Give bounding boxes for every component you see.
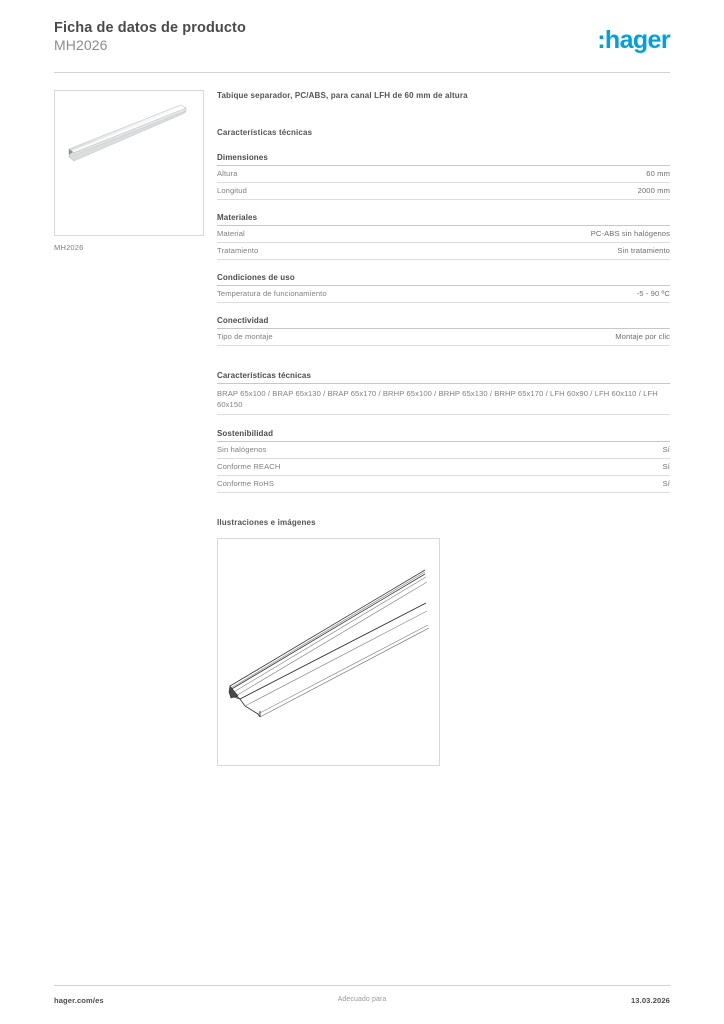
header-divider <box>54 72 670 73</box>
table-row <box>217 286 670 303</box>
spec-label: Conforme REACH <box>217 462 281 471</box>
spec-group-title: Dimensiones <box>217 153 670 166</box>
spec-value: PC-ABS sin halógenos <box>590 229 670 238</box>
spec-label: Sin halógenos <box>217 445 267 454</box>
spec-group-materiales <box>217 213 670 260</box>
spec-group-condiciones-de-uso <box>217 273 670 303</box>
technical-drawing <box>217 538 440 766</box>
footer-divider <box>54 985 670 986</box>
hager-logo: :hager <box>597 26 670 54</box>
spec-label: Tipo de montaje <box>217 332 273 341</box>
compatibility-list: BRAP 65x100 / BRAP 65x130 / BRAP 65x170 / BRHP 65x100 / BRHP 65x130 / BRHP 65x170 / LFH 60x90 / LFH 60x110 / LFH 60x150 <box>217 384 670 415</box>
thumbnail-caption: MH2026 <box>54 243 84 252</box>
spec-value: -5 - 90 ºC <box>636 289 670 298</box>
product-description: Tabique separador, PC/ABS, para canal LFH de 60 mm de altura <box>217 91 468 100</box>
title-block <box>54 20 246 54</box>
spec-value: Sin tratamiento <box>617 246 670 255</box>
table-row <box>217 459 670 476</box>
spec-group-compatibilidad <box>217 371 670 415</box>
product-thumbnail-block <box>54 90 206 252</box>
spec-group-sostenibilidad <box>217 429 670 493</box>
table-row <box>217 329 670 346</box>
footer-date: 13.03.2026 <box>630 996 670 1005</box>
technical-drawing-graphic <box>218 539 439 765</box>
table-row <box>217 166 670 183</box>
page-header <box>54 20 670 70</box>
spec-label: Temperatura de funcionamiento <box>217 289 327 298</box>
footer-note: Adecuado para <box>337 996 387 1003</box>
product-reference: MH2026 <box>54 37 108 53</box>
table-row <box>217 476 670 493</box>
spec-value: Montaje por clic <box>615 332 670 341</box>
table-row <box>217 442 670 459</box>
spec-value: 2000 mm <box>637 186 670 195</box>
spec-value: Sí <box>662 462 670 471</box>
spec-group-conectividad <box>217 316 670 346</box>
spec-label: Conforme RoHS <box>217 479 275 488</box>
spec-value: Sí <box>662 445 670 454</box>
table-row <box>217 226 670 243</box>
page-footer <box>54 996 670 1010</box>
spec-group-dimensiones <box>217 153 670 200</box>
table-row <box>217 243 670 260</box>
spec-group-title: Conectividad <box>217 316 670 329</box>
spec-label: Material <box>217 229 245 238</box>
spec-group-title: Condiciones de uso <box>217 273 670 286</box>
table-row <box>217 183 670 200</box>
illustrations-heading: Ilustraciones e imágenes <box>217 518 316 527</box>
spec-value: Sí <box>662 479 670 488</box>
footer-website-link[interactable]: hager.com/es <box>54 996 104 1005</box>
spec-label: Longitud <box>217 186 247 195</box>
illustrations-block <box>217 518 670 766</box>
spec-label: Altura <box>217 169 238 178</box>
product-photo <box>54 90 204 236</box>
technical-specs-heading: Características técnicas <box>217 128 313 137</box>
content-column <box>217 90 670 766</box>
spec-group-title: Materiales <box>217 213 670 226</box>
spec-group-title: Características técnicas <box>217 371 670 384</box>
product-photo-graphic <box>55 91 203 235</box>
page-title: Ficha de datos de producto <box>54 20 246 36</box>
spec-label: Tratamiento <box>217 246 259 255</box>
spec-value: 60 mm <box>646 169 670 178</box>
spec-group-title: Sostenibilidad <box>217 429 670 442</box>
